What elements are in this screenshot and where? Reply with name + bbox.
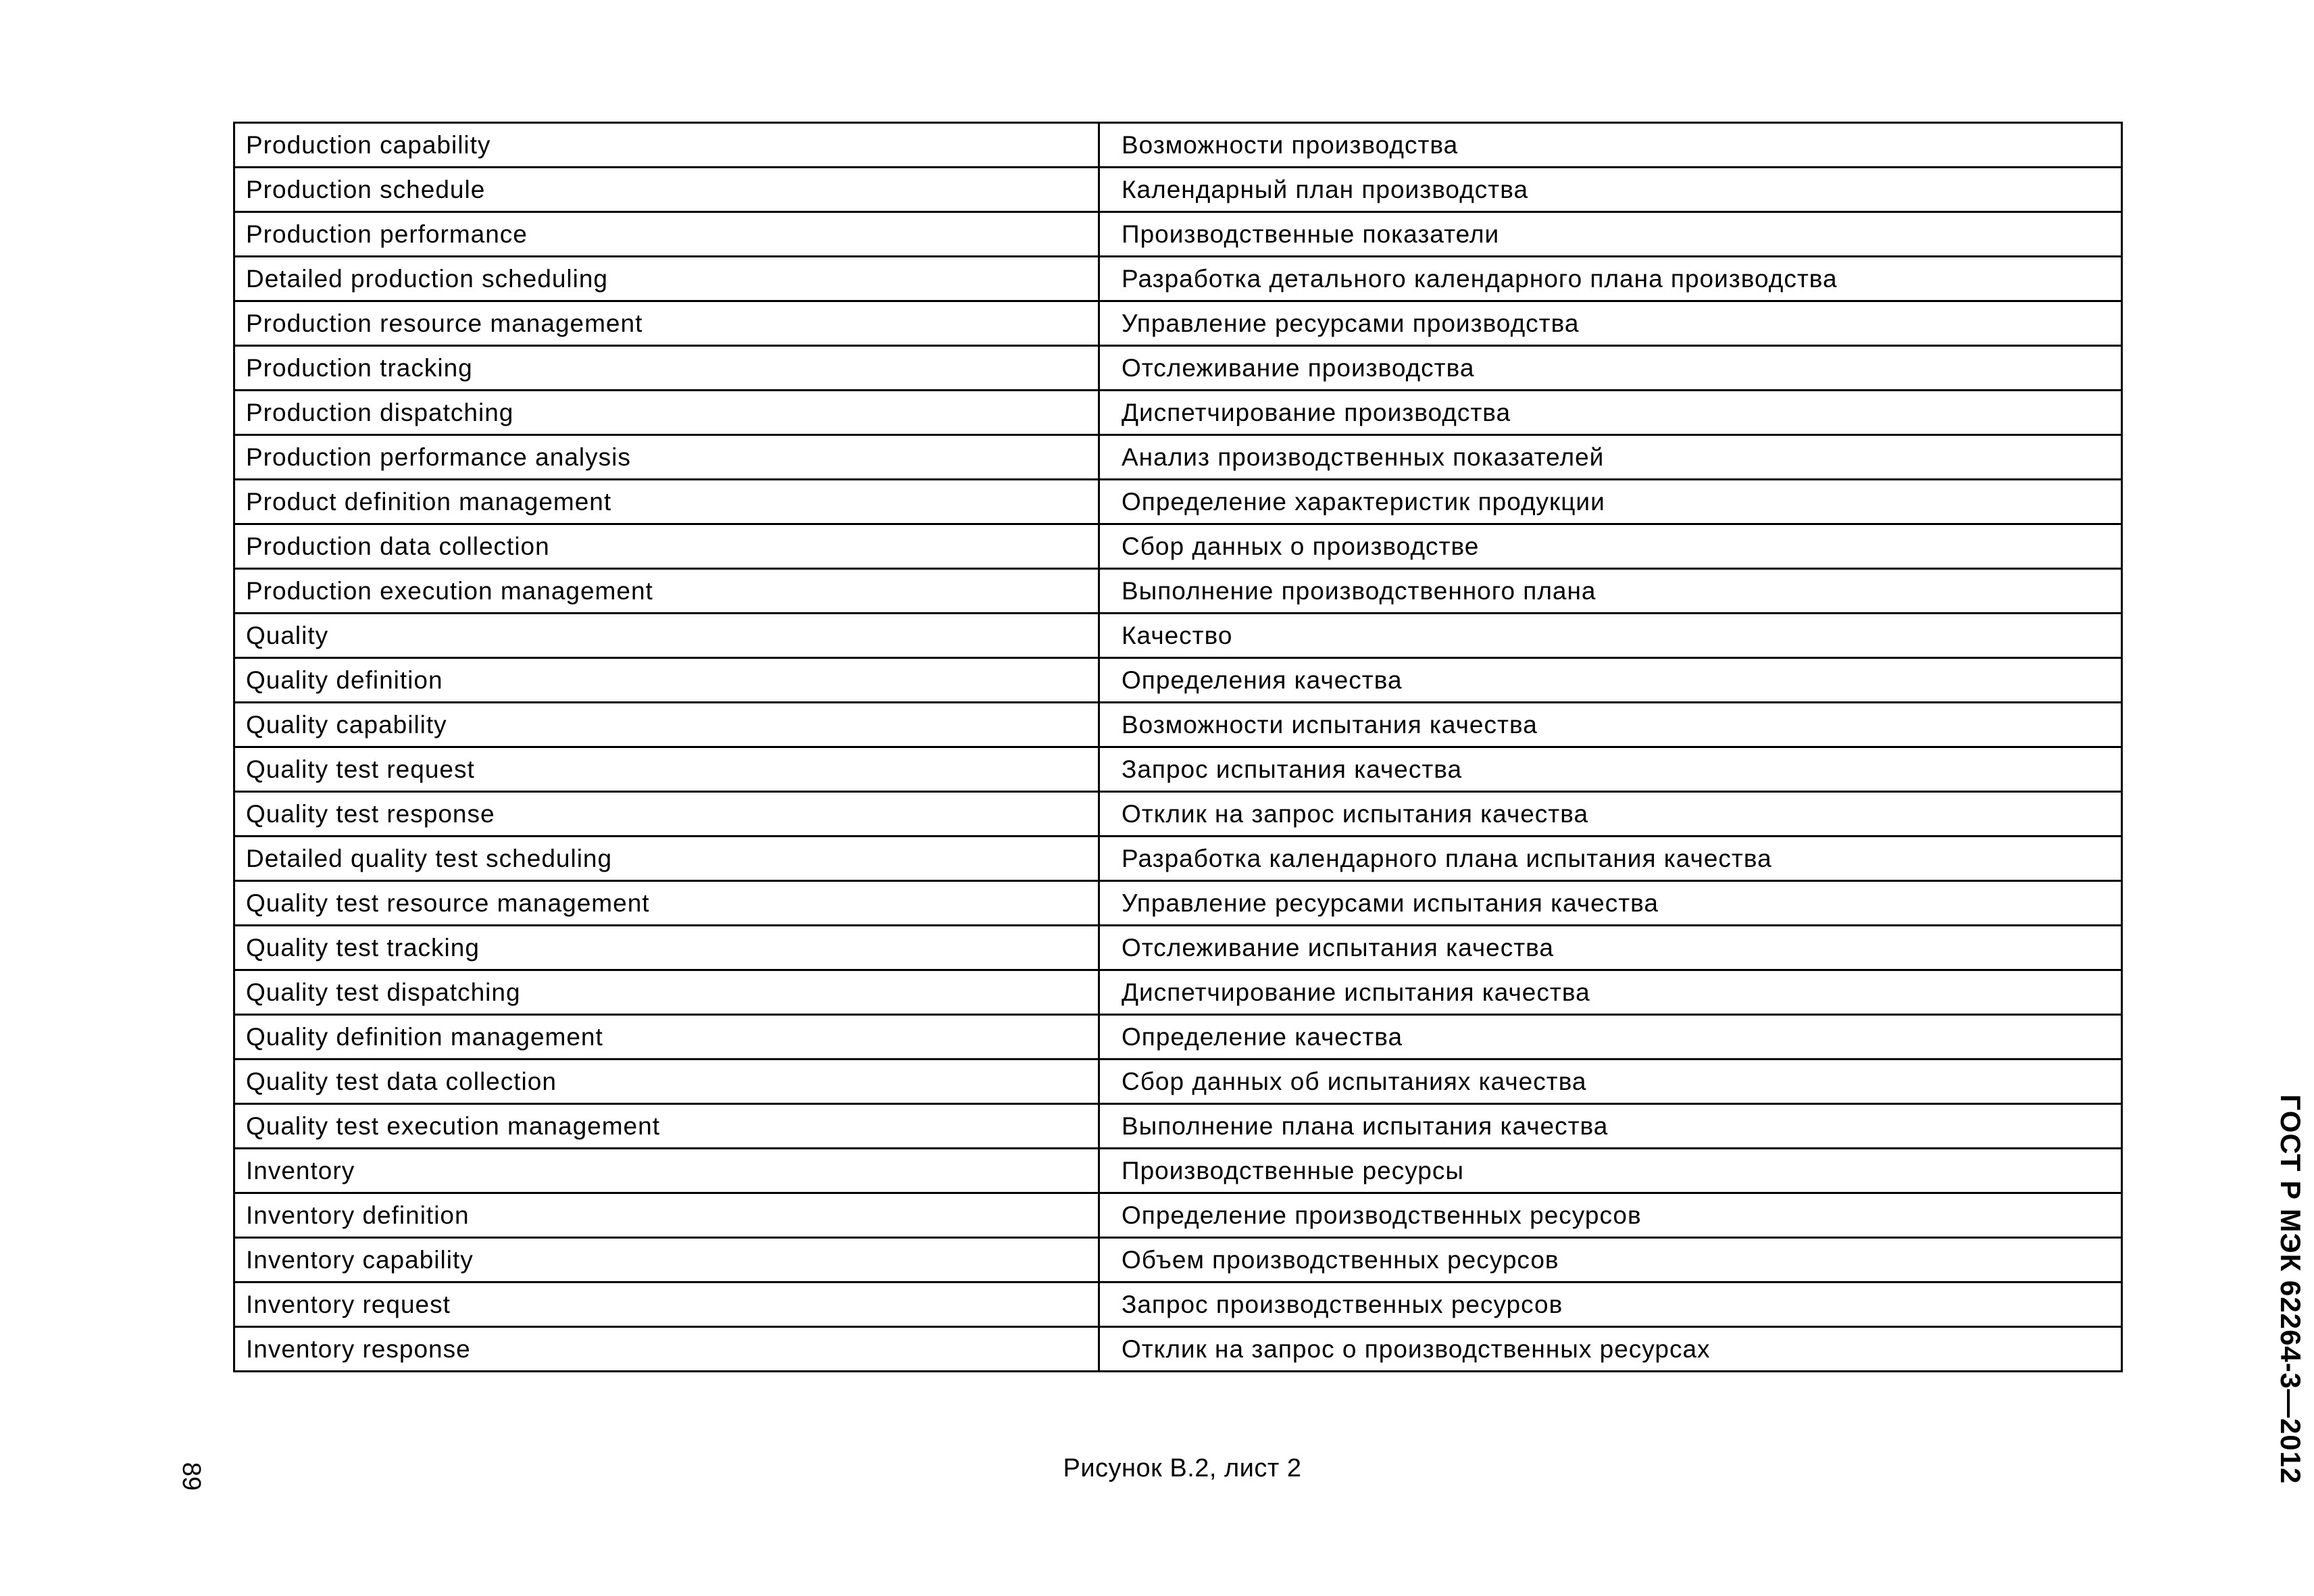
table-row	[234, 747, 2122, 792]
term-russian-cell: Сбор данных о производстве	[1099, 524, 2122, 569]
term-russian-cell: Выполнение плана испытания качества	[1099, 1104, 2122, 1149]
term-russian-cell: Производственные ресурсы	[1099, 1149, 2122, 1193]
standard-code: ГОСТ Р МЭК 62264-3—2012	[2275, 1094, 2307, 1485]
table-row	[234, 792, 2122, 837]
table-row	[234, 569, 2122, 614]
table-row	[234, 1327, 2122, 1372]
table-row	[234, 212, 2122, 257]
term-english-cell: Quality test execution management	[234, 1104, 1099, 1149]
table-row	[234, 391, 2122, 435]
term-english-cell: Production dispatching	[234, 391, 1099, 435]
term-english-cell: Detailed quality test scheduling	[234, 837, 1099, 881]
term-english-cell: Inventory capability	[234, 1238, 1099, 1282]
table-row	[234, 346, 2122, 391]
table-row	[234, 1238, 2122, 1282]
term-english-cell: Quality test request	[234, 747, 1099, 792]
term-english-cell: Quality definition	[234, 658, 1099, 703]
table-row	[234, 1149, 2122, 1193]
term-russian-cell: Календарный план производства	[1099, 168, 2122, 212]
table-row	[234, 480, 2122, 524]
term-russian-cell: Отклик на запрос о производственных ресурсах	[1099, 1327, 2122, 1372]
term-russian-cell: Производственные показатели	[1099, 212, 2122, 257]
term-russian-cell: Управление ресурсами производства	[1099, 301, 2122, 346]
term-english-cell: Inventory definition	[234, 1193, 1099, 1238]
term-russian-cell: Определения качества	[1099, 658, 2122, 703]
term-russian-cell: Возможности производства	[1099, 123, 2122, 168]
term-russian-cell: Определение характеристик продукции	[1099, 480, 2122, 524]
term-english-cell: Product definition management	[234, 480, 1099, 524]
term-russian-cell: Анализ производственных показателей	[1099, 435, 2122, 480]
term-russian-cell: Запрос производственных ресурсов	[1099, 1282, 2122, 1327]
term-russian-cell: Запрос испытания качества	[1099, 747, 2122, 792]
term-russian-cell: Возможности испытания качества	[1099, 703, 2122, 747]
term-english-cell: Quality capability	[234, 703, 1099, 747]
table-row	[234, 257, 2122, 301]
term-english-cell: Quality test data collection	[234, 1059, 1099, 1104]
term-english-cell: Detailed production scheduling	[234, 257, 1099, 301]
term-english-cell: Production data collection	[234, 524, 1099, 569]
term-russian-cell: Разработка детального календарного плана производства	[1099, 257, 2122, 301]
term-russian-cell: Отклик на запрос испытания качества	[1099, 792, 2122, 837]
table-row	[234, 1193, 2122, 1238]
term-russian-cell: Отслеживание производства	[1099, 346, 2122, 391]
table-row	[234, 123, 2122, 168]
term-english-cell: Inventory request	[234, 1282, 1099, 1327]
term-english-cell: Production execution management	[234, 569, 1099, 614]
term-english-cell: Quality definition management	[234, 1015, 1099, 1059]
term-russian-cell: Выполнение производственного плана	[1099, 569, 2122, 614]
term-english-cell: Production schedule	[234, 168, 1099, 212]
term-english-cell: Production capability	[234, 123, 1099, 168]
term-russian-cell: Качество	[1099, 614, 2122, 658]
table-row	[234, 837, 2122, 881]
term-english-cell: Quality	[234, 614, 1099, 658]
term-english-cell: Production resource management	[234, 301, 1099, 346]
table-row	[234, 658, 2122, 703]
term-russian-cell: Управление ресурсами испытания качества	[1099, 881, 2122, 926]
table-row	[234, 524, 2122, 569]
table-row	[234, 1104, 2122, 1149]
term-english-cell: Production performance analysis	[234, 435, 1099, 480]
table-row	[234, 614, 2122, 658]
term-russian-cell: Диспетчирование испытания качества	[1099, 970, 2122, 1015]
term-english-cell: Production tracking	[234, 346, 1099, 391]
table-row	[234, 703, 2122, 747]
table-row	[234, 881, 2122, 926]
table-row	[234, 1015, 2122, 1059]
glossary-table	[233, 122, 2123, 1372]
term-russian-cell: Сбор данных об испытаниях качества	[1099, 1059, 2122, 1104]
table-row	[234, 435, 2122, 480]
term-english-cell: Quality test tracking	[234, 926, 1099, 970]
page-number: 89	[177, 1462, 206, 1491]
term-english-cell: Quality test dispatching	[234, 970, 1099, 1015]
table-row	[234, 168, 2122, 212]
term-russian-cell: Разработка календарного плана испытания качества	[1099, 837, 2122, 881]
term-english-cell: Inventory response	[234, 1327, 1099, 1372]
table-row	[234, 1282, 2122, 1327]
term-russian-cell: Определение производственных ресурсов	[1099, 1193, 2122, 1238]
table-row	[234, 970, 2122, 1015]
term-russian-cell: Объем производственных ресурсов	[1099, 1238, 2122, 1282]
table-row	[234, 1059, 2122, 1104]
term-english-cell: Quality test resource management	[234, 881, 1099, 926]
glossary-table-body	[234, 123, 2122, 1372]
table-row	[234, 301, 2122, 346]
term-english-cell: Quality test response	[234, 792, 1099, 837]
term-english-cell: Production performance	[234, 212, 1099, 257]
term-russian-cell: Отслеживание испытания качества	[1099, 926, 2122, 970]
term-english-cell: Inventory	[234, 1149, 1099, 1193]
term-russian-cell: Определение качества	[1099, 1015, 2122, 1059]
table-row	[234, 926, 2122, 970]
figure-caption: Рисунок В.2, лист 2	[1063, 1454, 1302, 1482]
term-russian-cell: Диспетчирование производства	[1099, 391, 2122, 435]
